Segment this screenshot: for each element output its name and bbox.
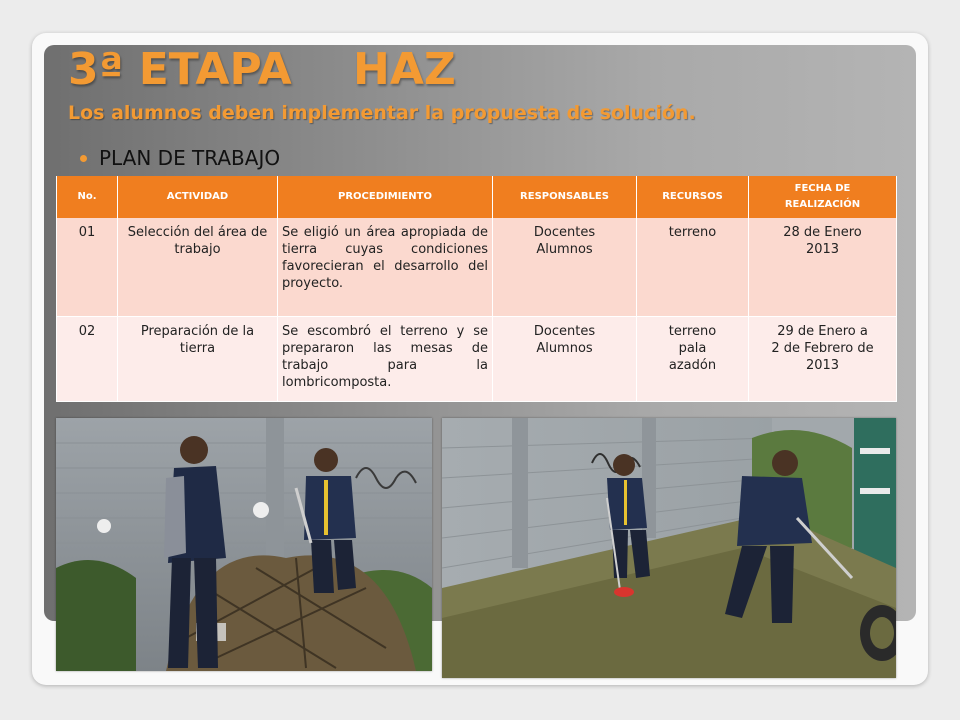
header-responsables: RESPONSABLES [493, 176, 637, 218]
cell-responsables [493, 218, 637, 317]
header-fecha-line2: REALIZACIÓN [784, 199, 861, 210]
header-actividad: ACTIVIDAD [118, 176, 278, 218]
cell-recursos-line1: terreno [668, 324, 717, 339]
cell-responsables-line1: Docentes [533, 225, 596, 240]
cell-responsables-line2: Alumnos [536, 242, 593, 257]
cell-fecha [749, 218, 897, 317]
header-fecha [749, 176, 897, 218]
cell-fecha-line1: 29 de Enero a [777, 324, 868, 339]
table-row [57, 218, 897, 317]
work-plan-table [56, 176, 897, 402]
header-no: No. [57, 176, 118, 218]
table-row [57, 317, 897, 402]
cell-recursos [637, 218, 749, 317]
cell-actividad: Preparación de la tierra [118, 317, 278, 402]
cell-fecha-line1: 28 de Enero [783, 225, 862, 240]
header-procedimiento: PROCEDIMIENTO [278, 176, 493, 218]
cell-fecha-line2: 2 de Febrero de 2013 [771, 341, 874, 373]
header-recursos: RECURSOS [637, 176, 749, 218]
cell-recursos-line2: pala [678, 341, 707, 356]
table-header-row [57, 176, 897, 218]
slide-subtitle: Los alumnos deben implementar la propuesta de solución. [68, 102, 696, 124]
cell-actividad: Selección del área de trabajo [118, 218, 278, 317]
bullet-item [80, 145, 280, 171]
photo-clearing-brush [56, 418, 432, 671]
slide-title: 3ª ETAPA HAZ [68, 44, 456, 95]
bullet-dot-icon [80, 155, 87, 162]
cell-recursos-line3: azadón [668, 358, 717, 373]
cell-responsables [493, 317, 637, 402]
cell-procedimiento: Se eligió un área apropiada de tierra cuyas condiciones favorecieran el desarrollo del proyecto. [278, 218, 493, 317]
cell-responsables-line1: Docentes [533, 324, 596, 339]
cell-no: 01 [57, 218, 118, 317]
cell-recursos [637, 317, 749, 402]
cell-no: 02 [57, 317, 118, 402]
cell-fecha-line2: 2013 [805, 242, 840, 257]
cell-responsables-line2: Alumnos [536, 341, 593, 356]
cell-procedimiento: Se escombró el terreno y se prepararon las mesas de trabajo para la lombricomposta. [278, 317, 493, 402]
cell-fecha [749, 317, 897, 402]
cell-recursos-line1: terreno [668, 225, 717, 240]
header-fecha-line1: FECHA DE [794, 183, 851, 194]
bullet-text: PLAN DE TRABAJO [99, 146, 281, 170]
photo-preparing-ground [442, 418, 896, 678]
